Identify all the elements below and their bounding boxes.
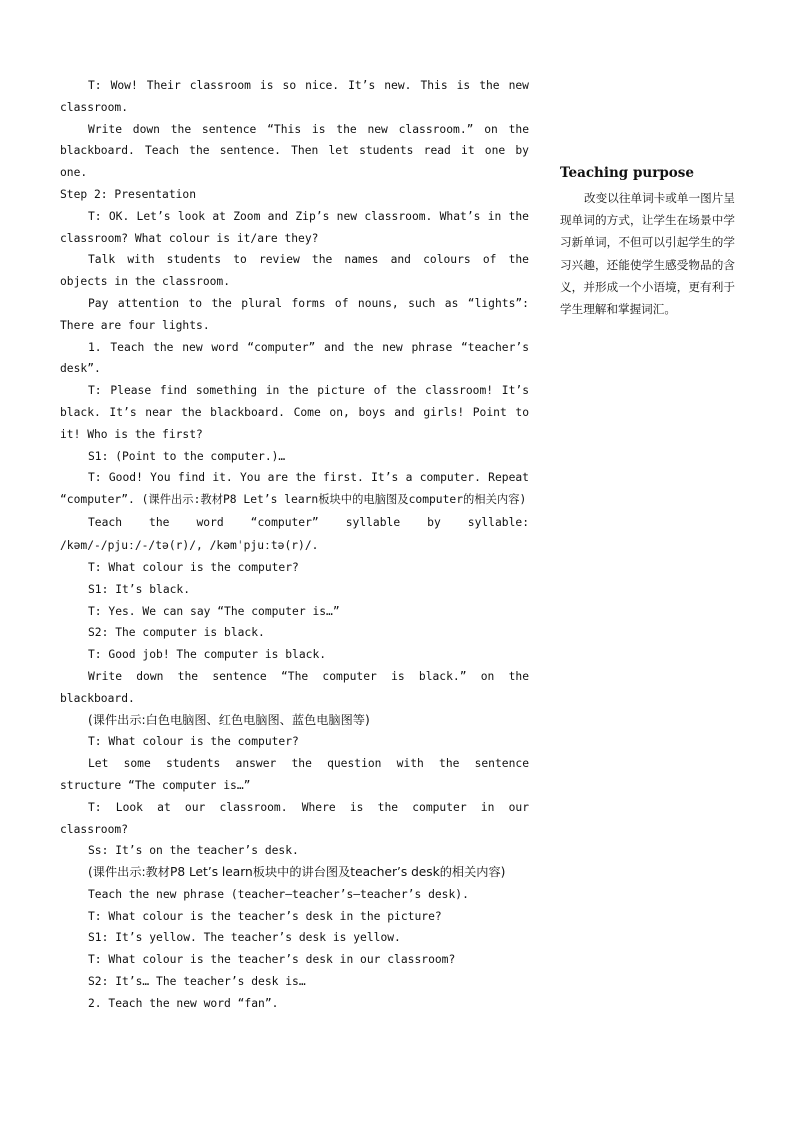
paragraph: T: Good job! The computer is black. <box>88 648 327 662</box>
teaching-purpose-sidebar <box>560 163 735 320</box>
paragraph: Write down the sentence “The computer is black.” on the blackboard. <box>60 669 529 705</box>
paragraph: T: What colour is the computer? <box>88 560 299 574</box>
paragraph: T: Yes. We can say “The computer is…” <box>88 604 340 618</box>
paragraph: S2: The computer is black. <box>88 626 265 640</box>
paragraph: Pay attention to the plural forms of nouns, such as “lights”: There are four lights. <box>60 296 529 332</box>
lesson-procedure-text <box>60 75 529 1015</box>
paragraph: 1. Teach the new word “computer” and the new phrase “teacher’s desk”. <box>60 340 529 376</box>
teaching-purpose-body: 改变以往单词卡或单一图片呈现单词的方式，让学生在场景中学习新单词，不但可以引起学生的学习兴趣，还能使学生感受物品的含义，并形成一个小语境，更有利于学生理解和掌握词汇。 <box>560 191 735 317</box>
paragraph: T: What colour is the computer? <box>88 735 299 749</box>
paragraph: S1: (Point to the computer.)… <box>88 449 286 463</box>
courseware-note: (课件出示:白色电脑图、红色电脑图、蓝色电脑图等) <box>88 712 370 727</box>
paragraph: T: Please find something in the picture of the classroom! It’s black. It’s near the blackboard. Come on, boys and girls! Point to it! Who is the first? <box>60 384 529 441</box>
section-heading-step-2: Step 2: Presentation <box>60 187 197 201</box>
paragraph: S1: It’s yellow. The teacher’s desk is yellow. <box>88 931 401 945</box>
paragraph: T: Good! You find it. You are the first. It’s a computer. Repeat “computer”. (课件出示:教材P8 Let’s learn板块中的电脑图及computer的相关内容) <box>60 471 529 507</box>
paragraph: Write down the sentence “This is the new classroom.” on the blackboard. Teach the sentence. Then let students read it one by one. <box>60 122 529 180</box>
paragraph: T: OK. Let’s look at Zoom and Zip’s new classroom. What’s in the classroom? What colour is it/are they? <box>60 209 529 245</box>
paragraph: T: Wow! Their classroom is so nice. It’s new. This is the new classroom. <box>60 79 529 114</box>
paragraph: S2: It’s… The teacher’s desk is… <box>88 975 306 989</box>
paragraph: T: What colour is the teacher’s desk in our classroom? <box>88 953 456 967</box>
phonetic-paragraph: Teach the word “computer” syllable by syllable: /kəm/-/pjuː/-/tə(r)/, /kəmˈpjuːtə(r)/. <box>60 515 529 552</box>
paragraph: 2. Teach the new word “fan”. <box>88 996 279 1010</box>
paragraph: Teach the new phrase (teacher—teacher’s—teacher’s desk). <box>88 887 469 901</box>
teaching-purpose-heading: Teaching purpose <box>560 165 694 181</box>
paragraph: T: What colour is the teacher’s desk in the picture? <box>88 909 442 923</box>
paragraph: S1: It’s black. <box>88 582 191 596</box>
paragraph: Let some students answer the question with the sentence structure “The computer is…” <box>60 757 529 792</box>
paragraph: T: Look at our classroom. Where is the computer in our classroom? <box>60 800 529 836</box>
courseware-note: (课件出示:教材P8 Let’s learn板块中的讲台图及teacher’s desk的相关内容) <box>88 865 506 880</box>
paragraph: Talk with students to review the names and colours of the objects in the classroom. <box>60 253 529 289</box>
paragraph: Ss: It’s on the teacher’s desk. <box>88 844 299 858</box>
